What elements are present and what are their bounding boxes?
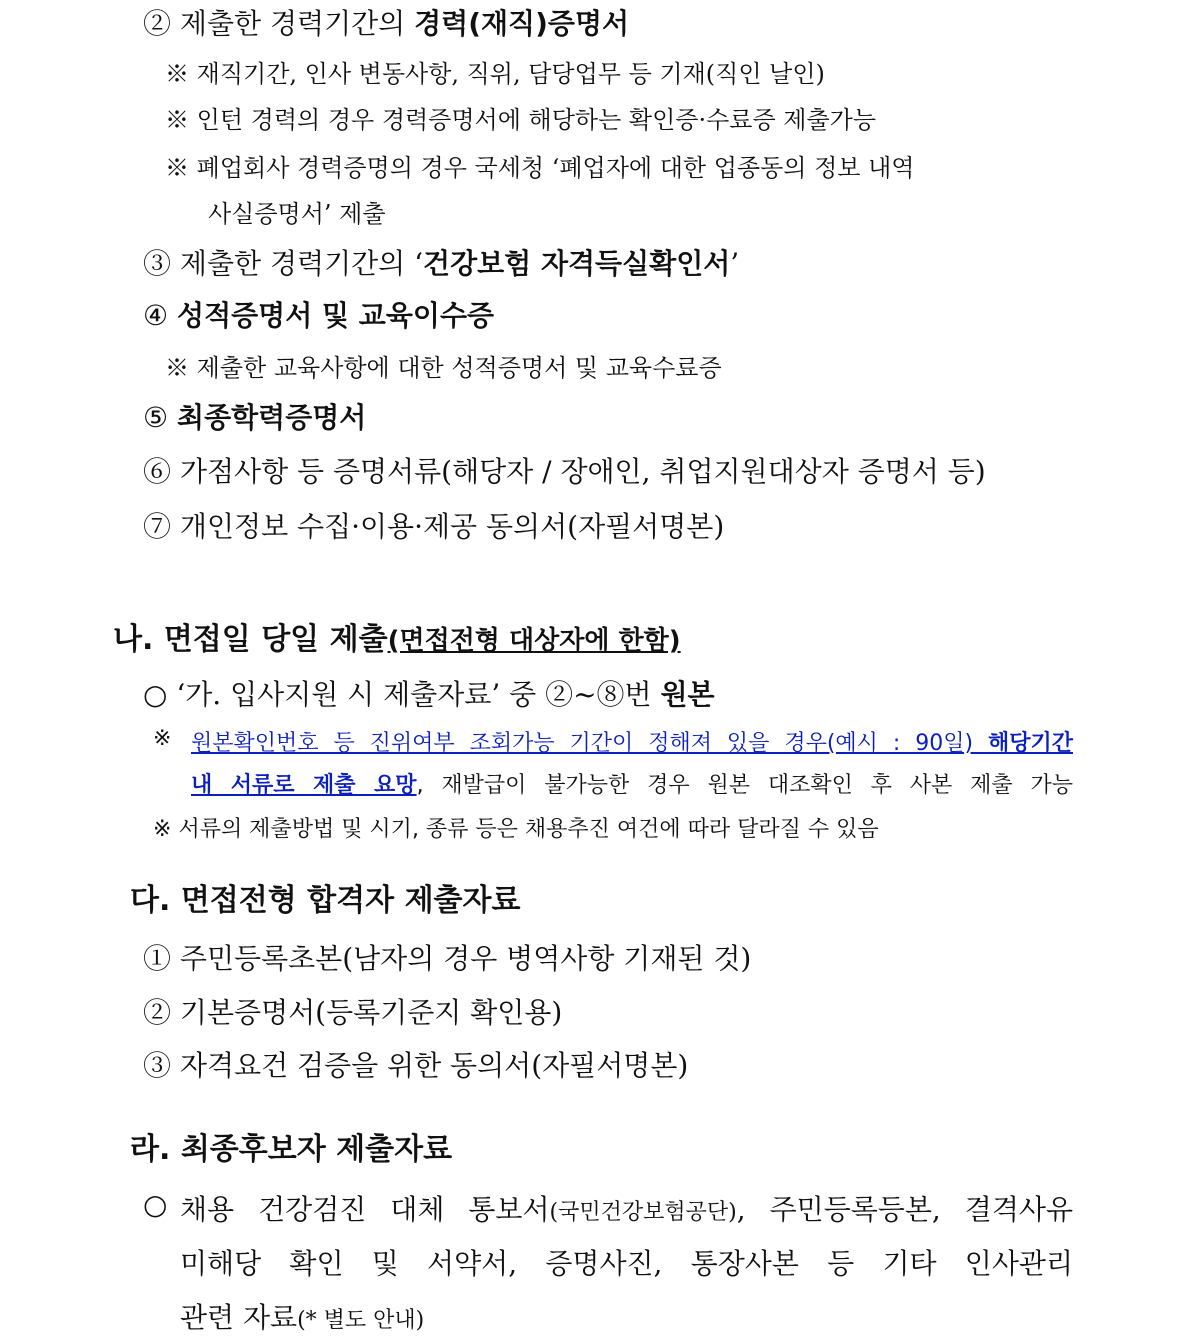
note-text: 인턴 경력의 경우 경력증명서에 해당하는 확인증·수료증 제출가능	[196, 106, 877, 134]
item-number: ⑦	[143, 510, 172, 543]
note-mark: ※	[153, 726, 172, 751]
note-text: 폐업회사 경력증명의 경우 국세청 ‘폐업자에 대한 업종동의 정보 내역	[196, 154, 915, 182]
bullet-text: 채용 건강검진 대체 통보서	[180, 1193, 550, 1226]
quote-close: ’	[730, 247, 740, 280]
section-d-bullet-mark	[143, 1188, 167, 1221]
note-mark: ※	[165, 354, 189, 382]
note-2a	[165, 54, 825, 89]
item-text: 개인정보 수집·이용·제공 동의서(자필서명본)	[179, 510, 725, 543]
section-title: 라. 최종후보자 제출자료	[130, 1132, 453, 1167]
note-b1-mark	[153, 726, 171, 751]
note-2c	[165, 148, 914, 183]
section-d-line-3	[180, 1296, 424, 1336]
note-link-bold: 해당기간	[987, 731, 1073, 756]
bullet-text: 관련 자료	[180, 1301, 298, 1334]
note-mark: ※	[153, 817, 172, 842]
item-text-bold: 최종학력증명서	[177, 401, 367, 434]
note-2c-cont	[208, 194, 386, 229]
item-text: 제출한 경력기간의	[179, 7, 415, 40]
bullet-text-small: (* 별도 안내)	[297, 1308, 425, 1333]
section-c-item-2	[143, 991, 562, 1031]
note-b1-line2	[191, 768, 1073, 799]
note-link-text: 원본확인번호 등 진위여부 조회가능 기간이 정해져 있을 경우(예시 : 90일)	[191, 731, 988, 756]
item-3-health-insurance	[143, 242, 739, 282]
item-text: 기본증명서(등록기준지 확인용)	[179, 996, 563, 1029]
bullet-text-bold: 원본	[660, 678, 715, 711]
section-b-heading	[113, 614, 681, 658]
item-number: ③	[143, 247, 172, 280]
item-number: ④	[143, 299, 169, 332]
note-mark: ※	[165, 106, 189, 134]
section-title: 나. 면접일 당일 제출	[113, 622, 388, 657]
note-2b	[165, 100, 876, 135]
item-number: ②	[143, 7, 172, 40]
note-4	[165, 348, 722, 383]
note-mark: ※	[165, 60, 189, 88]
section-title: 다. 면접전형 합격자 제출자료	[130, 883, 521, 918]
section-c-heading	[130, 875, 521, 919]
note-text: , 재발급이 불가능한 경우 원본 대조확인 후 사본 제출 가능	[416, 773, 1073, 798]
bullet-text-small: (국민건강보험공단)	[549, 1200, 737, 1225]
section-title-sub: (면접전형 대상자에 한함)	[387, 626, 681, 656]
item-number: ②	[143, 996, 172, 1029]
section-d-heading	[130, 1124, 452, 1168]
bullet-mark: ○	[143, 1188, 168, 1221]
item-text: 자격요건 검증을 위한 동의서(자필서명본)	[179, 1049, 689, 1082]
item-number: ①	[143, 942, 172, 975]
item-number: ③	[143, 1049, 172, 1082]
note-text: 서류의 제출방법 및 시기, 종류 등은 채용추진 여건에 따라 달라질 수 있음	[178, 817, 879, 842]
item-2-career-certificate	[143, 2, 629, 42]
section-c-item-3	[143, 1044, 688, 1084]
bullet-mark: ○	[143, 678, 168, 711]
item-number: ⑥	[143, 455, 172, 488]
item-text-bold: 경력(재직)증명서	[414, 7, 630, 40]
item-number: ⑤	[143, 401, 169, 434]
bullet-text: 미해당 확인 및 서약서, 증명사진, 통장사본 등 기타 인사관리	[180, 1247, 1073, 1280]
section-b-bullet	[143, 673, 715, 713]
item-text: 제출한 경력기간의	[179, 247, 415, 280]
section-c-item-1	[143, 937, 751, 977]
note-text: 사실증명서’ 제출	[208, 200, 386, 228]
item-4-transcript	[143, 294, 494, 334]
note-b2	[153, 812, 879, 843]
note-b1-line1	[191, 726, 1073, 757]
bullet-text: , 주민등록등본, 결격사유	[736, 1193, 1073, 1226]
item-text-bold: 건강보험 자격득실확인서	[423, 247, 731, 280]
note-text: 제출한 교육사항에 대한 성적증명서 및 교육수료증	[196, 354, 722, 382]
item-text: 주민등록초본(남자의 경우 병역사항 기재된 것)	[179, 942, 752, 975]
note-link-bold: 내 서류로 제출 요망	[191, 773, 417, 798]
section-d-line-2	[180, 1242, 1073, 1282]
item-6-bonus-documents	[143, 450, 986, 490]
quote-open: ‘	[414, 247, 424, 280]
item-text-bold: 성적증명서 및 교육이수증	[177, 299, 495, 332]
note-text: 재직기간, 인사 변동사항, 직위, 담당업무 등 기재(직인 날인)	[196, 60, 825, 88]
bullet-text: ‘가. 입사지원 시 제출자료’ 중 ②~⑧번	[176, 678, 661, 711]
item-5-final-education	[143, 396, 366, 436]
item-7-privacy-consent	[143, 505, 724, 545]
section-d-line-1	[180, 1188, 1073, 1228]
note-mark: ※	[165, 154, 189, 182]
item-text: 가점사항 등 증명서류(해당자 / 장애인, 취업지원대상자 증명서 등)	[179, 455, 986, 488]
